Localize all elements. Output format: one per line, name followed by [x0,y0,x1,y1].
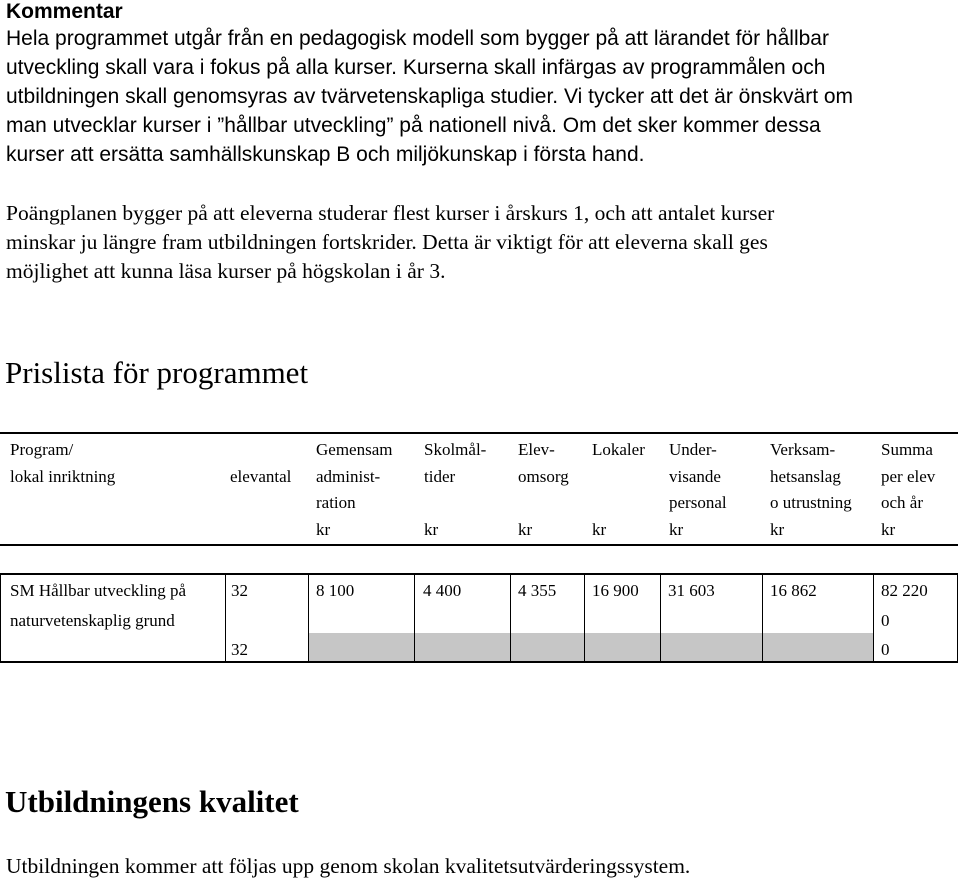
price-list-title: Prislista för programmet [5,355,309,390]
summa-value-line2: 0 [881,611,890,630]
column-divider [873,573,874,663]
quality-text: Utbildningen kommer att följas upp genom skolan kvalitetsutvärderingssystem. [6,854,691,878]
total-row-shading [308,633,873,661]
comment-line: utveckling skall vara i fokus på alla kurser. Kurserna skall infärgas av programmålen och [6,56,826,79]
paragraph-line: Poängplanen bygger på att eleverna studerar flest kurser i årskurs 1, och att antalet kurser [6,201,775,225]
table-left-border [0,573,1,663]
summa-value: 82 220 [881,581,928,600]
header-verksamhetsanslag: Verksam- hetsanslag o utrustning kr [770,440,852,539]
program-name-line2: naturvetenskaplig grund [10,611,175,630]
verksamhetsanslag-value: 16 862 [770,581,817,600]
header-skolmaltider: Skolmål- tider kr [424,440,487,539]
header-lokaler: Lokaler kr [592,440,645,539]
comment-line: kurser att ersätta samhällskunskap B och miljökunskap i första hand. [6,143,645,166]
comment-heading: Kommentar [6,0,123,23]
table-top-rule [0,432,958,434]
table-right-border [957,573,958,663]
program-name-line1: SM Hållbar utveckling på [10,581,187,600]
paragraph-line: minskar ju längre fram utbildningen fortskrider. Detta är viktigt för att eleverna skall ges [6,230,768,254]
comment-line: utbildningen skall genomsyras av tvärvetenskapliga studier. Vi tycker att det är önskvärt om [6,85,854,108]
column-divider [414,573,415,663]
elevantal-value: 32 [231,581,248,600]
paragraph-line: möjlighet att kunna läsa kurser på högskolan i år 3. [6,259,446,283]
header-program: Program/ lokal inriktning [10,440,116,486]
column-divider [308,573,309,663]
total-elevantal: 32 [231,640,248,659]
column-divider [584,573,585,663]
table-row-rule [0,573,958,575]
elevomsorg-value: 4 355 [518,581,557,600]
comment-section [6,0,956,169]
lokaler-value: 16 900 [592,581,639,600]
table-bottom-rule [0,661,958,663]
column-divider [762,573,763,663]
price-table [0,432,960,663]
total-summa: 0 [881,640,890,659]
comment-line: Hela programmet utgår från en pedagogisk modell som bygger på att lärandet för hållbar [6,27,829,50]
skolmaltider-value: 4 400 [423,581,462,600]
header-elevomsorg: Elev- omsorg kr [518,440,569,539]
column-divider [510,573,511,663]
gemensam-administration-value: 8 100 [316,581,355,600]
table-header-rule [0,544,958,546]
header-summa: Summa per elev och år kr [881,440,936,539]
quality-title: Utbildningens kvalitet [5,784,299,819]
column-divider [225,573,226,663]
comment-line: man utvecklar kurser i ”hållbar utveckling” på nationell nivå. Om det sker kommer dessa [6,114,821,137]
header-elevantal: elevantal [230,466,292,486]
points-plan-paragraph [6,199,956,286]
header-gemensam-administration: Gemensam administ- ration kr [316,440,393,539]
header-undervisande-personal: Under- visande personal kr [669,440,727,539]
undervisande-personal-value: 31 603 [668,581,715,600]
column-divider [660,573,661,663]
